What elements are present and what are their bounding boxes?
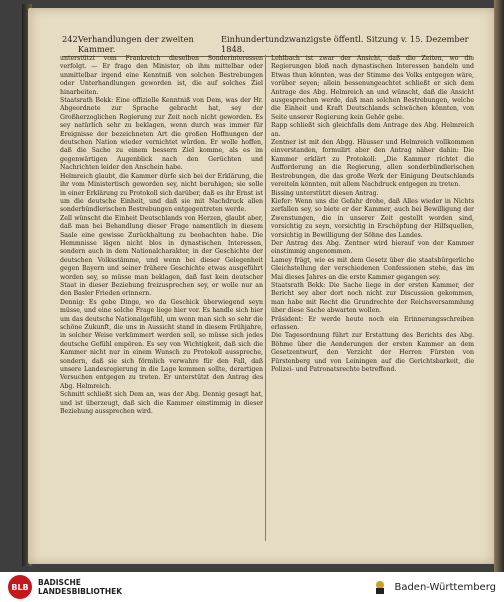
paragraph: Staatsrath Bekk: Eine offizielle Kenntniß von Dem, was der Hr. Abgeordnete zur Sprache gebracht hat, sey der Großherzoglichen Regierung zur Zeit noch nicht geworden. Es sey natürlich sehr zu beklagen, wenn durch was immer für Ereignisse der bezeichneten Art die großen Hoffnungen der deutschen Nation wieder vernichtet würden. Er wolle hoffen, daß die Sache zu einem bessern Ziel komme, als es im gegenwärtigen Augenblick nach den Gerüchten und Nachrichten leider den Anschein habe. bbox=[60, 97, 263, 172]
paragraph: Präsident: Er werde heute noch ein Erinnerungsschreiben erlassen. bbox=[271, 315, 474, 331]
blb-name-line1: BADISCHE bbox=[38, 578, 81, 587]
paragraph: Zell wünscht die Einheit Deutschlands von Herzen, glaubt aber, daß man bei Behandlung dieser Frage namentlich in diesem Saale eine gewisse Zurückhaltung zu beobachten habe. Die Hemmnisse lägen nicht blos in dynastischen Interessen, sondern auch in dem Nationalcharakter, in der Geschichte der deutschen Volksstämme, und wenn bei dieser Gelegenheit gegen Bayern und seiner frühere Geschichte etwas ausgeführt worden sey, so müsse man beklagen, daß fast kein deutscher Staat in dieser Beziehung freizusprechen sey, er wolle nur an den Basler Frieden erinnern. bbox=[60, 214, 263, 298]
paragraph: Lamey frägt, wie es mit dem Gesetz über die staatsbürgerliche Gleichstellung der verschiedenen Confessionen stehe, das im Mai dieses Jahres an die erste Kammer gegangen sey. bbox=[271, 256, 474, 281]
blb-name-line2: LANDESBIBLIOTHEK bbox=[38, 587, 123, 596]
paragraph: Dennig: Es gebe Dinge, wo da Geschick überwiegend seyn müsse, und eine solche Frage liege hier vor. Es handle sich hier um das deutsche Nationalgefühl, um wenn man sich so sehr die schöne Zukunft, die uns in Aussicht stand in diesem Frühjahre, in solcher Weise verkümmert werden soll, so müsse sich jedes deutsche Gefühl empören. Es sey von Wichtigkeit, daß sich die Kammer nicht nur in einem Wunsch zu Protokoll ausspreche, sondern, daß sie sich förmlich verwahre für den Fall, daß unsere Landesregierung in die Lage kommen sollte, derartigen Versuchen entgegen zu treten. Er unterstützt den Antrag des Abg. Helmreich. bbox=[60, 298, 263, 390]
bw-lion-icon bbox=[371, 578, 389, 596]
left-column bbox=[60, 55, 263, 416]
paragraph: Zentner ist mit den Abgg. Häusser und Helmreich vollkommen einverstanden, formulirt aber den Antrag näher dahin: Die Kammer erklärt zu Protokoll: „Die Kammer richtet die Aufforderung an die Regierung, allen sonderbündlerischen Bestrebungen, die das große Werk der Einigung Deutschlands vereiteln könnten, mit allem Nachdruck entgegen zu treten. bbox=[271, 139, 474, 189]
blb-branding[interactable] bbox=[8, 575, 122, 599]
page-edge bbox=[494, 0, 504, 572]
paragraph: Der Antrag des Abg. Zentner wird hierauf von der Kammer einstimmig angenommen. bbox=[271, 239, 474, 256]
paragraph: Die Tagesordnung führt zur Erstattung des Berichts des Abg. Böhme über die Aenderungen der ersten Kammer an dem Gesetzentwurf, den Verzicht der Herren Fürsten von Fürstenberg und von Leiningen auf die Gerichtsbarkeit, die Polizei- und Patronatsrechte betreffend. bbox=[271, 332, 474, 374]
paragraph: Rapp schließt sich gleichfalls dem Antrage des Abg. Helmreich an. bbox=[271, 122, 474, 138]
footer-bar bbox=[0, 572, 504, 602]
header-left-title: Verhandlungen der zweiten Kammer. bbox=[77, 34, 194, 54]
paragraph: Helmreich glaubt, die Kammer dürfe sich bei der Erklärung, die ihr vom Ministertisch geworden sey, nicht beruhigen; sie solle in einer Erklärung zu Protokoll sich darüber, daß es ihr Ernst ist um die deutsche Einheit, und daß sie mit Nachdruck allen sonderbündlerischen Bestrebungen entgegentreten werde. bbox=[60, 172, 263, 214]
header-right-title: Einhundertundzwanzigste öffentl. Sitzung v. 15. Dezember 1848. bbox=[220, 34, 469, 54]
paragraph: Kiefer: Wenn uns die Gefahr drohe, daß Alles wieder in Nichts zerfallen sey, so biete er der Kammer, auch bei Bewilligung der Zwenstungen, die in unserer Zeit gestellt worden sind, vorsichtig zu seyn, vorsichtig in Erschöpfung der Hilfsquellen, vorsichtig in Bewilligung der Söhne des Landes. bbox=[271, 197, 474, 239]
bw-label: Baden-Württemberg bbox=[394, 581, 496, 593]
bw-branding[interactable] bbox=[371, 578, 496, 596]
blb-logo-icon: BLB bbox=[8, 575, 32, 599]
right-column bbox=[271, 55, 474, 416]
paragraph: Schmitt schließt sich Dem an, was der Abg. Dennig gesagt hat, und ist überzeugt, daß sich die Kammer einstimmig in dieser Beziehung aussprechen wird. bbox=[60, 391, 263, 416]
paragraph: Bissing unterstützt diesen Antrag. bbox=[271, 189, 379, 197]
page-number: 242 bbox=[62, 34, 78, 44]
paragraph: unterstützt vom Frankreich dieselben Sonderinteressen verfolgt. — Er frage den Minister, ob ihm mittelbar oder unmittelbar irgend eine Kenntniß von solchen Bestrebungen oder Unterhandlungen geworden ist, die auf solches Ziel hinarbeiten. bbox=[60, 55, 263, 96]
paragraph: Lehlbach ist zwar der Ansicht, daß die Zeiten, wo die Regierungen bloß nach dynastischen Interessen handeln und Etwas thun könnten, was der Stimme des Volks entgegen wäre, vorüber seyen; allein bessenungeachtet schließt er sich dem Antrage des Abg. Helmreich an und wünscht, daß die Ansicht ausgesprochen werde, daß man solchen Bestrebungen, welche die Einheit und Kraft Deutschlands schwächen könnten, von Seite unserer Regierung kein Gehör gebe. bbox=[271, 55, 474, 121]
running-header bbox=[62, 34, 472, 57]
text-columns bbox=[60, 55, 474, 416]
paragraph: Staatsrath Bekk: Die Sache liege in der ersten Kammer, der Bericht sey aber dort noch nicht zur Discussion gekommen, man habe mit Recht die Grundrechte der Reichsversammlung über diese Sache abwarten wollen. bbox=[271, 281, 474, 315]
